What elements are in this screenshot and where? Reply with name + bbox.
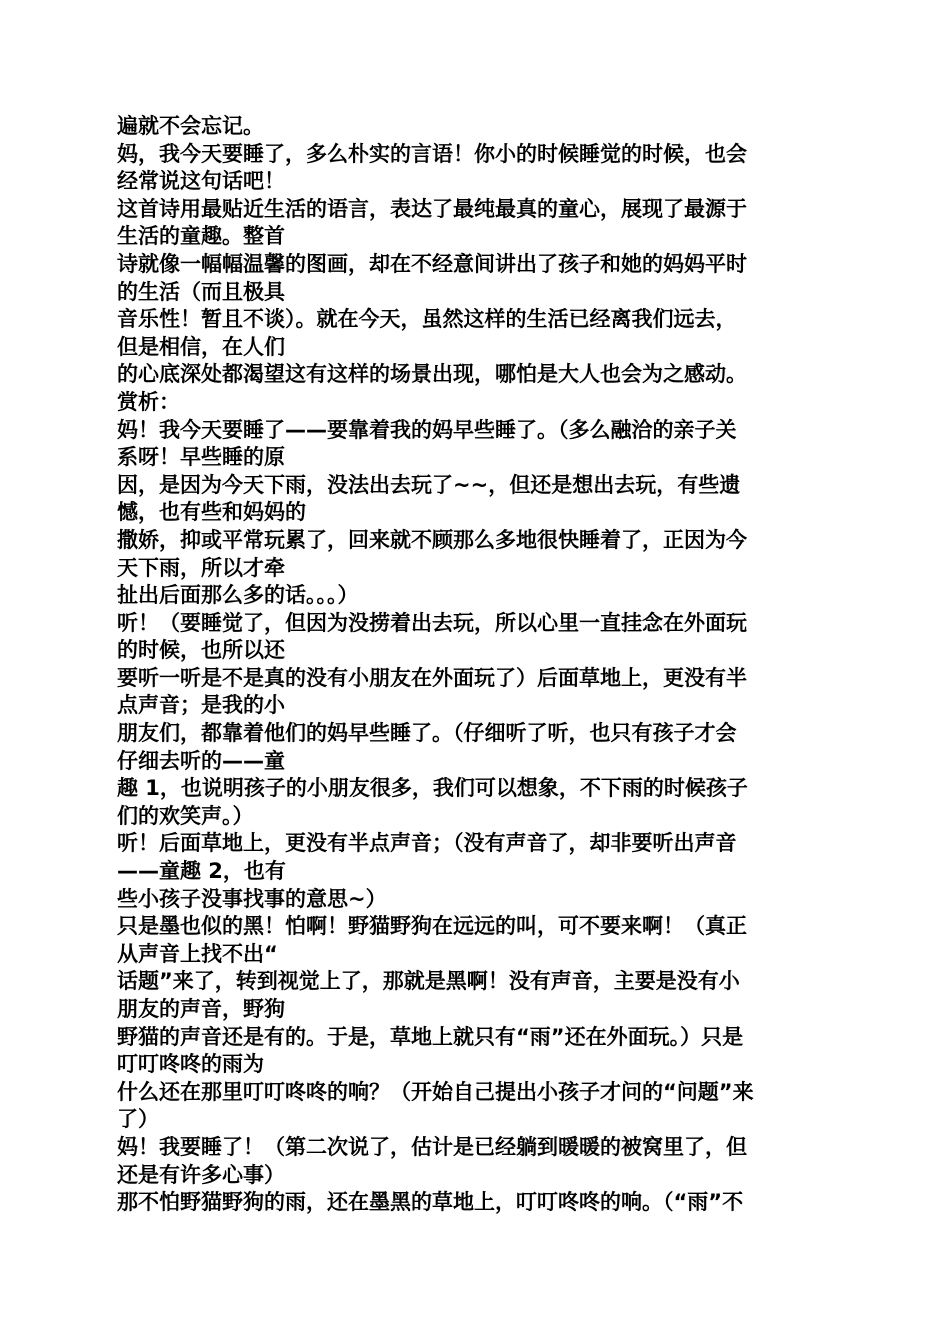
text-line: 妈！我今天要睡了——要靠着我的妈早些睡了。（多么融洽的亲子关 [117,417,737,442]
text-line: 话题”来了，转到视觉上了，那就是黑啊！没有声音，主要是没有小 [117,969,740,994]
text-line: 但是相信，在人们 [117,334,285,359]
section-heading: 赏析： [117,389,180,414]
text-line: 只是墨也似的黑！怕啊！野猫野狗在远远的叫，可不要来啊！（真正 [117,914,747,939]
text-line: 诗就像一幅幅温馨的图画，却在不经意间讲出了孩子和她的妈妈平时 [117,251,747,276]
text-line: 的时候，也所以还 [117,638,285,663]
body-text [117,113,842,1217]
text-line: 了） [117,1107,159,1132]
text-line: 那不怕野猫野狗的雨，还在墨黑的草地上，叮叮咚咚的响。（“雨”不 [117,1190,744,1215]
text-line: 什么还在那里叮叮咚咚的响？（开始自己提出小孩子才问的“问题”来 [117,1079,754,1104]
text-line: 音乐性！暂且不谈）。就在今天，虽然这样的生活已经离我们远去， [117,307,737,332]
text-line: ——童趣 2，也有 [117,859,286,884]
text-line: 系呀！早些睡的原 [117,445,285,470]
text-line: 仔细去听的——童 [117,748,285,773]
text-line: 从声音上找不出“ [117,941,278,966]
text-line: 的心底深处都渴望这有这样的场景出现，哪怕是大人也会为之感动。 [117,362,747,387]
text-line: 遍就不会忘记。 [117,114,264,138]
text-line: 撒娇，抑或平常玩累了，回来就不顾那么多地很快睡着了，正因为今 [117,527,747,552]
text-line: 叮叮咚咚的雨为 [117,1052,264,1077]
text-line: 扯出后面那么多的话。。。） [117,583,359,608]
text-line: 妈！我要睡了！（第二次说了，估计是已经躺到暖暖的被窝里了，但 [117,1134,747,1159]
text-line: 天下雨，所以才牵 [117,555,285,580]
text-line: 生活的童趣。整首 [117,224,285,249]
text-line: 听！后面草地上，更没有半点声音；（没有声音了，却非要听出声音 [117,831,737,856]
text-line: 要听一听是不是真的没有小朋友在外面玩了）后面草地上，更没有半 [117,665,747,690]
text-line: 还是有许多心事） [117,1162,285,1187]
text-line: 经常说这句话吧！ [117,169,285,194]
text-line: 听！（要睡觉了，但因为没捞着出去玩，所以心里一直挂念在外面玩 [117,610,747,635]
text-line: 野猫的声音还是有的。于是，草地上就只有“雨”还在外面玩。）只是 [117,1024,744,1049]
text-line: 妈，我今天要睡了，多么朴实的言语！你小的时候睡觉的时候，也会 [117,141,747,166]
text-line: 们的欢笑声。） [117,803,254,828]
text-line: 点声音；是我的小 [117,693,285,718]
text-line: 这首诗用最贴近生活的语言，表达了最纯最真的童心，展现了最源于 [117,196,747,221]
text-line: 朋友们，都靠着他们的妈早些睡了。（仔细听了听，也只有孩子才会 [117,721,737,746]
text-line: 憾，也有些和妈妈的 [117,500,306,525]
text-line: 的生活（而且极具 [117,279,285,304]
text-line: 朋友的声音，野狗 [117,997,285,1021]
text-line: 趣 1，也说明孩子的小朋友很多，我们可以想象，不下雨的时候孩子 [117,776,748,801]
text-line: 因，是因为今天下雨，没法出去玩了~~，但还是想出去玩，有些遗 [117,472,741,497]
text-line: 些小孩子没事找事的意思~） [117,886,387,911]
